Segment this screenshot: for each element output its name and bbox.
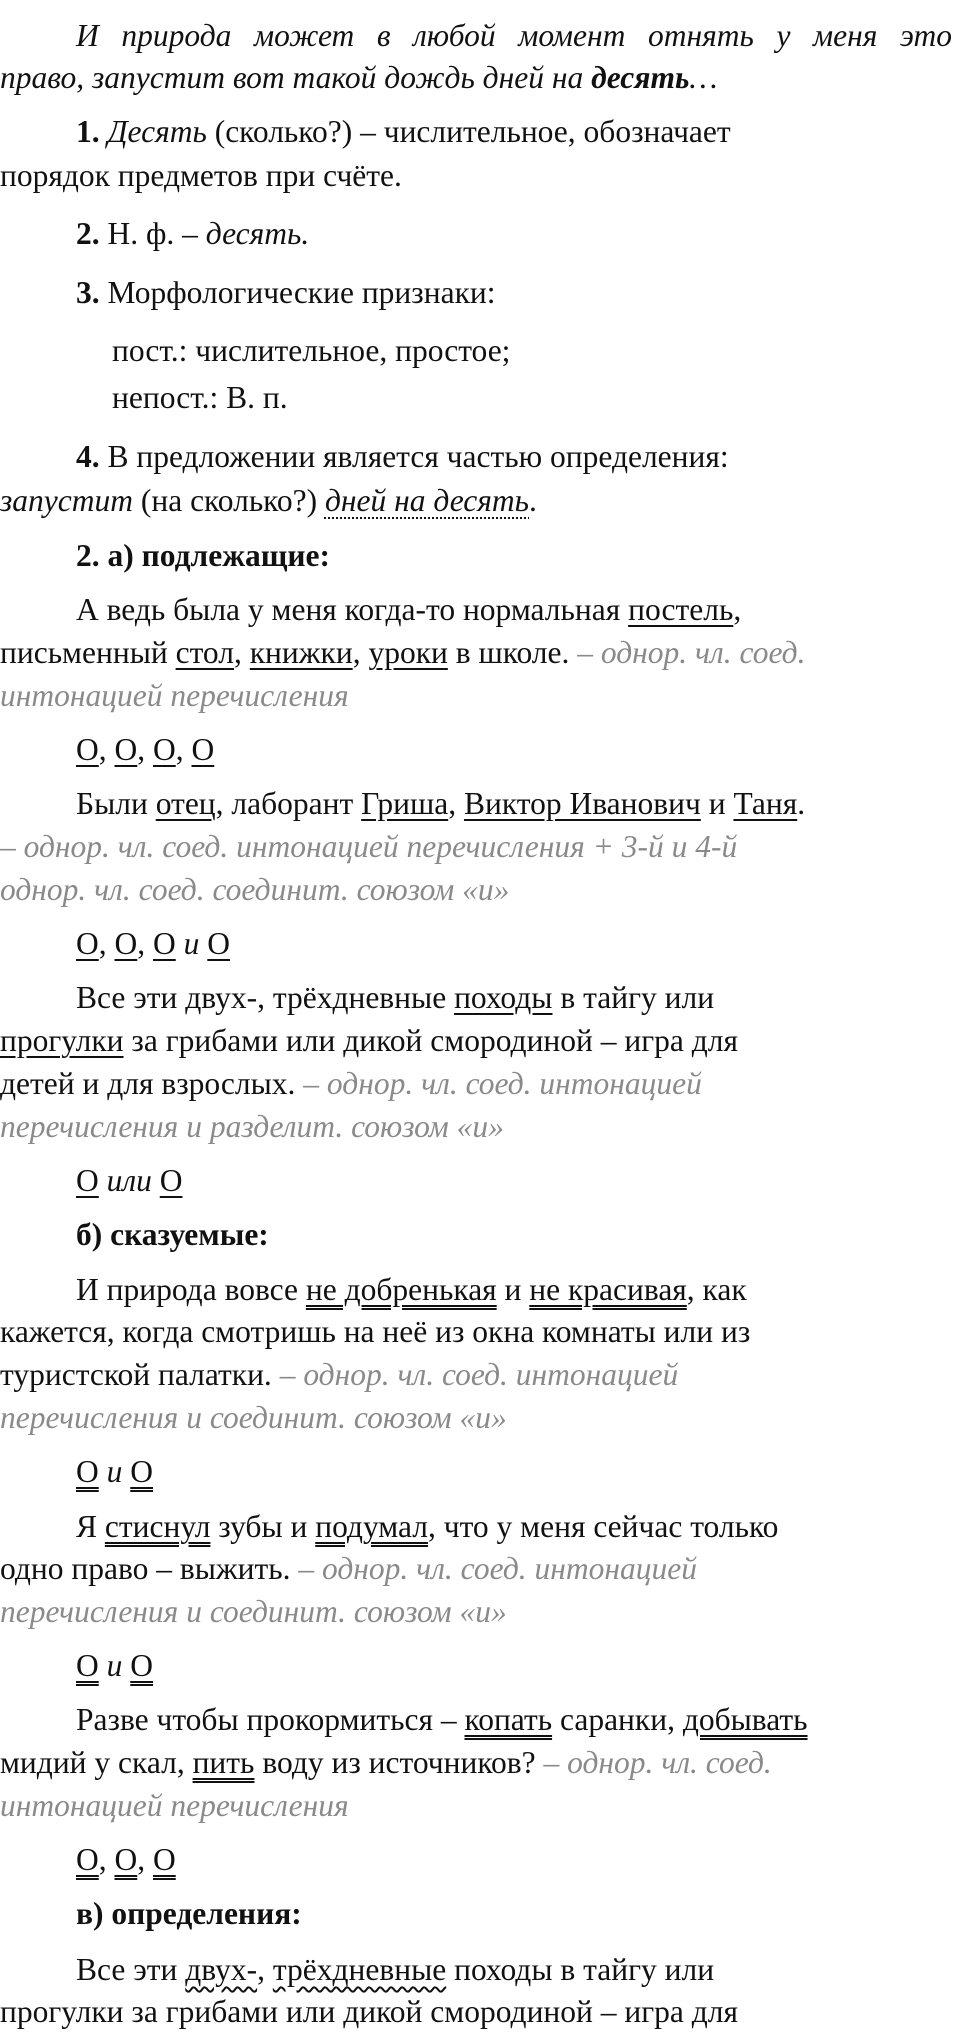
point-number: 2. xyxy=(76,216,100,251)
subject-word: Виктор Иванович xyxy=(463,786,701,821)
text: мидий у скал, xyxy=(0,1745,193,1780)
point-text: (сколько?) – числительное, обозначает xyxy=(206,114,731,149)
scheme-sep: , xyxy=(137,926,153,961)
text: , xyxy=(448,786,464,821)
comment: перечисления и разделит. союзом «и» xyxy=(0,1109,504,1144)
scheme-item: О xyxy=(76,732,99,767)
sentence-b1-line-3 xyxy=(0,1354,678,1396)
point-number: 1. xyxy=(76,114,100,149)
sentence-b3-line-2 xyxy=(0,1742,772,1784)
sentence-b3-line-1 xyxy=(76,1699,808,1741)
predicate-word: пить xyxy=(192,1745,255,1780)
point-text: Н. ф. – xyxy=(99,216,206,251)
scheme-item: О xyxy=(159,1163,183,1198)
point-text: Морфологические признаки: xyxy=(99,275,496,310)
sentence-c1-line-2 xyxy=(0,1991,738,2033)
scheme-item: О xyxy=(153,732,176,767)
text: , xyxy=(257,1952,273,1987)
text: воду из источников? xyxy=(254,1745,544,1780)
scheme-sep: , xyxy=(98,732,115,767)
comment: перечисления и соединит. союзом «и» xyxy=(0,1400,507,1435)
analysis-point-2 xyxy=(76,213,309,255)
heading-text: 2. а) подлежащие: xyxy=(76,538,330,573)
text: и xyxy=(700,786,734,821)
comment: – однор. чл. соед. интонацией перечисления + 3-й и 4-й xyxy=(0,829,738,864)
scheme-a1 xyxy=(76,729,214,771)
scheme-item: О xyxy=(153,926,176,961)
text: саранки, xyxy=(552,1702,683,1737)
sentence-b1-comment xyxy=(0,1397,507,1439)
scheme-sep: , xyxy=(98,1842,115,1877)
intro-ellipsis: … xyxy=(689,60,718,95)
sentence-a1-line-2 xyxy=(0,632,805,674)
scheme-item: О xyxy=(114,732,138,767)
sentence-a2-line-1 xyxy=(76,783,805,825)
variable-features xyxy=(112,377,288,419)
text: Я xyxy=(76,1509,105,1544)
sentence-a1-line-1 xyxy=(76,589,741,631)
scheme-b2 xyxy=(76,1645,153,1687)
scheme-item: О xyxy=(114,926,138,961)
point-text: порядок предметов при счёте. xyxy=(0,158,402,193)
text: Все эти двух-, трёхдневные xyxy=(76,980,455,1015)
intro-text: И природа может в любой момент отнять у меня это xyxy=(76,18,952,53)
text: А ведь была у меня когда-то нормальная xyxy=(76,592,629,627)
text: походы в тайгу или xyxy=(446,1952,715,1987)
intro-line-1 xyxy=(76,15,952,57)
analysis-point-1-cont xyxy=(0,155,402,197)
subject-word: прогулки xyxy=(0,1023,124,1058)
scheme-sep: , xyxy=(98,926,115,961)
text: , xyxy=(352,635,369,670)
predicate-word: стиснул xyxy=(104,1509,211,1544)
text: И природа вовсе xyxy=(76,1272,306,1307)
text: прогулки за грибами или дикой смородиной – игра для xyxy=(0,1994,739,2029)
scheme-sep: и xyxy=(175,926,208,961)
text: одно право – выжить. xyxy=(0,1551,299,1586)
predicate-word: добывать xyxy=(682,1702,808,1737)
analysis-point-1 xyxy=(76,111,731,153)
comment: – однор. чл. соед. интонацией xyxy=(279,1357,679,1392)
scheme-a2 xyxy=(76,923,230,965)
sentence-a3-line-1 xyxy=(76,977,714,1019)
sentence-a1-comment xyxy=(0,675,349,717)
constant-features-text: пост.: числительное, простое; xyxy=(112,333,511,368)
attribute-word: двух- xyxy=(185,1952,258,1987)
attribute-phrase: дней на десять xyxy=(324,483,529,518)
heading-text: в) определения: xyxy=(76,1896,302,1931)
text: детей и для взрослых. xyxy=(0,1066,304,1101)
intro-emphasis: десять xyxy=(591,60,690,95)
analysis-point-3 xyxy=(76,272,495,314)
predicate-word: подумал xyxy=(315,1509,428,1544)
subject-word: книжки xyxy=(249,635,353,670)
section-heading-subjects xyxy=(76,535,330,577)
point-number: 3. xyxy=(76,275,100,310)
heading-text: б) сказуемые: xyxy=(76,1217,269,1252)
scheme-sep: или xyxy=(98,1163,160,1198)
subject-word: Гриша xyxy=(361,786,449,821)
scheme-a3 xyxy=(76,1160,183,1202)
text: за грибами или дикой смородиной – игра для xyxy=(123,1023,739,1058)
sentence-b2-line-1 xyxy=(76,1506,778,1548)
scheme-sep: , xyxy=(137,732,153,767)
sentence-a3-line-2 xyxy=(0,1020,738,1062)
subject-word: отец xyxy=(155,786,216,821)
sentence-b1-line-1 xyxy=(76,1269,747,1311)
text: , лаборант xyxy=(215,786,362,821)
text: зубы и xyxy=(210,1509,316,1544)
text: кажется, когда смотришь на неё из окна комнаты или из xyxy=(0,1314,751,1349)
comment: – однор. чл. соед. интонацией xyxy=(303,1066,702,1101)
sentence-b2-line-2 xyxy=(0,1548,697,1590)
subject-word: стол xyxy=(175,635,234,670)
text: Были xyxy=(76,786,156,821)
scheme-item: О xyxy=(114,1842,138,1877)
analysis-point-4 xyxy=(76,436,729,478)
scheme-item: О xyxy=(76,1454,99,1489)
sentence-b3-comment xyxy=(0,1785,349,1827)
text: . xyxy=(797,786,806,821)
sentence-a2-comment-1 xyxy=(0,826,737,868)
predicate-word: не красивая xyxy=(529,1272,687,1307)
variable-features-text: непост.: В. п. xyxy=(112,380,288,415)
analysis-point-4-cont xyxy=(0,480,537,522)
text: туристской палатки. xyxy=(0,1357,280,1392)
comment: – однор. чл. соед. xyxy=(543,1745,772,1780)
section-heading-predicates xyxy=(76,1214,269,1256)
scheme-item: О xyxy=(153,1842,176,1877)
scheme-sep: , xyxy=(175,732,192,767)
scheme-sep: и xyxy=(98,1648,131,1683)
subject-word: уроки xyxy=(368,635,448,670)
subject-word: Таня xyxy=(733,786,798,821)
scheme-item: О xyxy=(76,1163,99,1198)
text: в школе. xyxy=(447,635,578,670)
comment: интонацией перечисления xyxy=(0,1788,349,1823)
intro-line-2 xyxy=(0,57,717,99)
predicate-word: копать xyxy=(464,1702,553,1737)
intro-text: право, запустит вот такой дождь дней на xyxy=(0,60,592,95)
section-heading-attributes xyxy=(76,1893,302,1935)
text: , xyxy=(233,635,250,670)
comment: – однор. чл. соед. интонацией xyxy=(298,1551,697,1586)
text: в тайгу или xyxy=(552,980,715,1015)
attribute-word: трёхдневные xyxy=(272,1952,447,1987)
comment: интонацией перечисления xyxy=(0,678,349,713)
verb-word: запустит xyxy=(0,483,133,518)
text: , xyxy=(733,592,742,627)
sentence-b1-line-2 xyxy=(0,1311,750,1353)
scheme-item: О xyxy=(207,926,230,961)
text: , как xyxy=(686,1272,747,1307)
scheme-sep: , xyxy=(137,1842,153,1877)
scheme-item: О xyxy=(191,732,215,767)
scheme-item: О xyxy=(76,1648,99,1683)
constant-features xyxy=(112,330,510,372)
text: , что у меня сейчас только xyxy=(427,1509,779,1544)
text: Разве чтобы прокормиться – xyxy=(76,1702,465,1737)
period: . xyxy=(529,483,537,518)
sentence-a3-comment xyxy=(0,1106,504,1148)
sentence-a2-comment-2 xyxy=(0,869,509,911)
sentence-b2-comment xyxy=(0,1591,507,1633)
point-number: 4. xyxy=(76,439,100,474)
sentence-a3-line-3 xyxy=(0,1063,702,1105)
scheme-item: О xyxy=(130,1648,153,1683)
text: Все эти xyxy=(76,1952,186,1987)
text: письменный xyxy=(0,635,176,670)
point-text: В предложении является частью определения: xyxy=(99,439,729,474)
scheme-b1 xyxy=(76,1451,153,1493)
text: и xyxy=(496,1272,530,1307)
sentence-c1-line-1 xyxy=(76,1949,714,1991)
question-text: (на сколько?) xyxy=(133,483,325,518)
comment: однор. чл. соед. соединит. союзом «и» xyxy=(0,872,510,907)
comment: – однор. чл. соед. xyxy=(577,635,806,670)
scheme-b3 xyxy=(76,1839,176,1881)
predicate-word: не добренькая xyxy=(305,1272,497,1307)
scheme-sep: и xyxy=(98,1454,131,1489)
subject-word: постель xyxy=(628,592,734,627)
point-word: Десять xyxy=(107,114,207,149)
scheme-item: О xyxy=(76,926,99,961)
scheme-item: О xyxy=(130,1454,153,1489)
point-word: десять. xyxy=(205,216,310,251)
subject-word: походы xyxy=(454,980,553,1015)
comment: перечисления и соединит. союзом «и» xyxy=(0,1594,507,1629)
scheme-item: О xyxy=(76,1842,99,1877)
